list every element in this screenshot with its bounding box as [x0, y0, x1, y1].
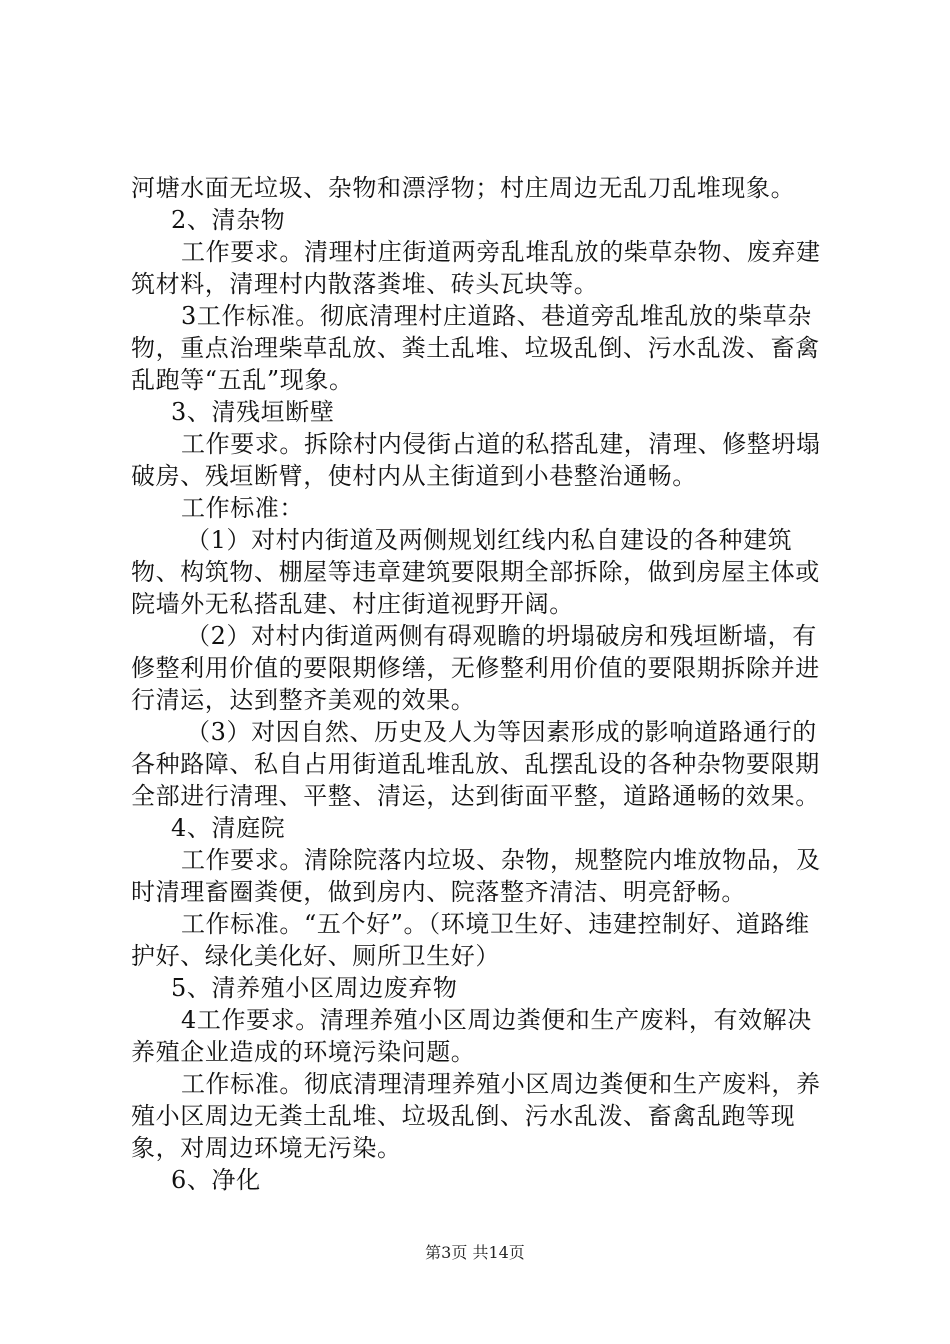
page-footer: 第3页 共14页: [425, 1243, 525, 1262]
paragraph: 3工作标准。彻底清理村庄道路、巷道旁乱堆乱放的柴草杂物，重点治理柴草乱放、粪土乱堆、垃圾乱倒、污水乱泼、畜禽乱跑等“五乱”现象。: [131, 302, 820, 394]
paragraph: 工作要求。清理村庄街道两旁乱堆乱放的柴草杂物、废弃建筑材料，清理村内散落粪堆、砖头瓦块等。: [131, 238, 821, 298]
paragraph: 河塘水面无垃圾、杂物和漂浮物；村庄周边无乱刀乱堆现象。: [131, 174, 796, 202]
paragraph: （1）对村内街道及两侧规划红线内私自建设的各种建筑物、构筑物、棚屋等违章建筑要限期全部拆除，做到房屋主体或院墙外无私搭乱建、村庄街道视野开阔。: [131, 526, 820, 618]
paragraph: 工作标准：: [181, 494, 304, 522]
paragraph: 工作标准。“五个好”。（环境卫生好、违建控制好、道路维护好、绿化美化好、厕所卫生好）: [131, 910, 810, 970]
paragraph: （2）对村内街道两侧有碍观瞻的坍塌破房和残垣断墙，有修整利用价值的要限期修缮，无修整利用价值的要限期拆除并进行清运，达到整齐美观的效果。: [131, 622, 820, 714]
paragraph: （3）对因自然、历史及人为等因素形成的影响道路通行的各种路障、私自占用街道乱堆乱放、乱摆乱设的各种杂物要限期全部进行清理、平整、清运，达到街面平整，道路通畅的效果。: [131, 718, 820, 810]
paragraph: 工作标准。彻底清理清理养殖小区周边粪便和生产废料，养殖小区周边无粪土乱堆、垃圾乱倒、污水乱泼、畜禽乱跑等现象，对周边环境无污染。: [131, 1070, 821, 1162]
section-heading: 3、清残垣断壁: [171, 398, 335, 426]
paragraph: 工作要求。拆除村内侵街占道的私搭乱建，清理、修整坍塌破房、残垣断臂，使村内从主街道到小巷整治通畅。: [131, 430, 821, 490]
paragraph: 4工作要求。清理养殖小区周边粪便和生产废料，有效解决养殖企业造成的环境污染问题。: [131, 1006, 812, 1066]
section-heading: 2、清杂物: [171, 206, 286, 234]
section-heading: 4、清庭院: [171, 814, 286, 842]
paragraph: 工作要求。清除院落内垃圾、杂物，规整院内堆放物品，及时清理畜圈粪便，做到房内、院落整齐清洁、明亮舒畅。: [131, 846, 821, 906]
document-body: [131, 172, 831, 1196]
section-heading: 5、清养殖小区周边废弃物: [171, 974, 458, 1002]
section-heading: 6、净化: [171, 1166, 261, 1194]
